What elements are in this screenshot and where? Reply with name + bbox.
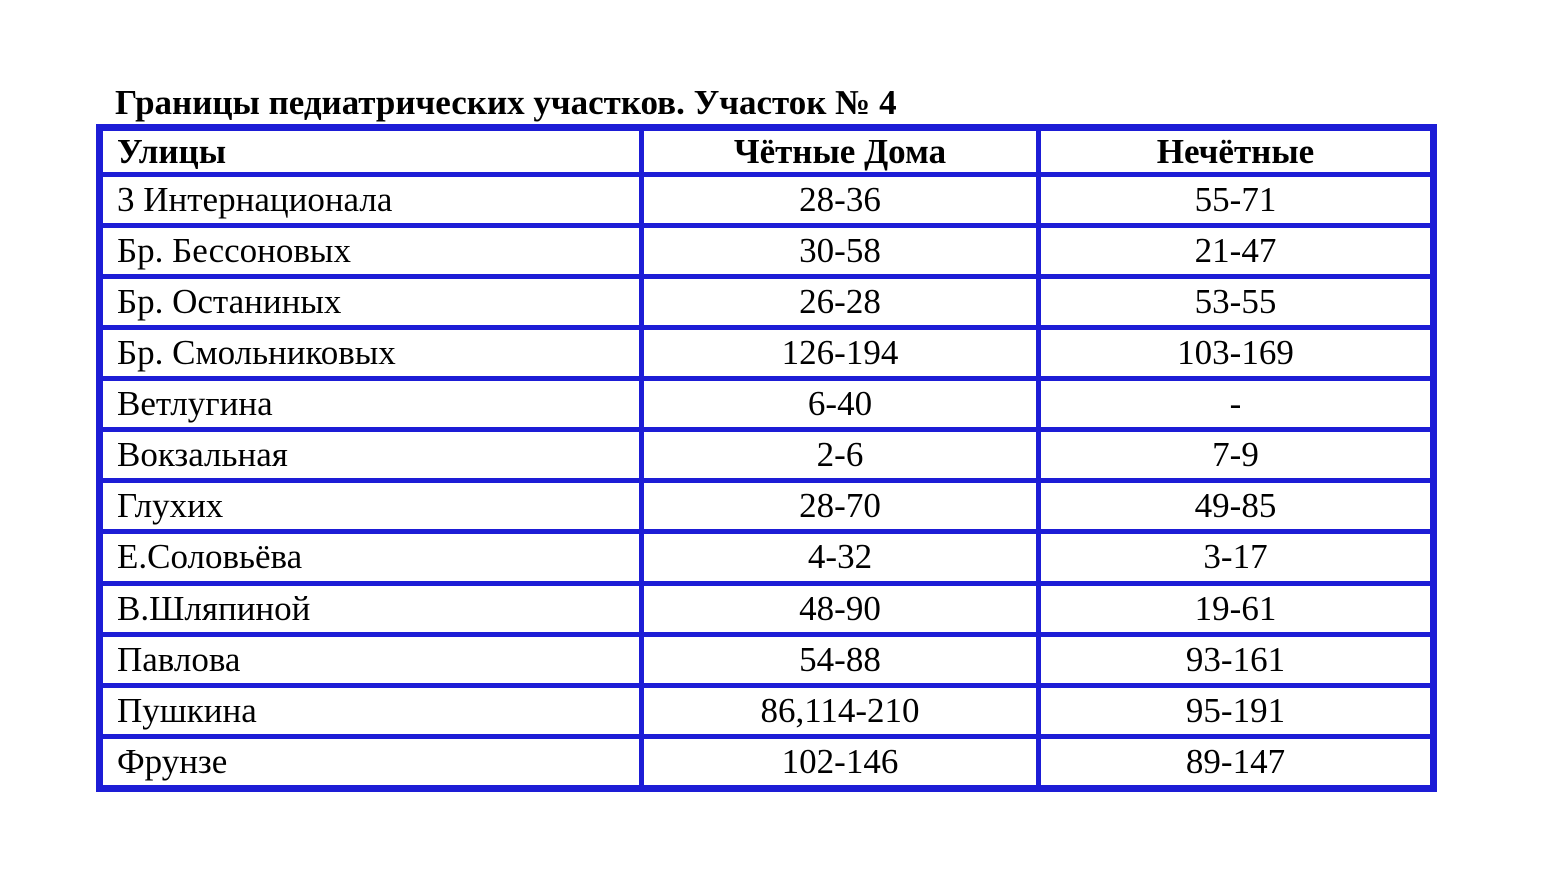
even-houses-cell: 28-70 bbox=[642, 481, 1039, 532]
table-row bbox=[100, 430, 1434, 481]
odd-houses-cell: 53-55 bbox=[1039, 277, 1434, 328]
street-cell: 3 Интернационала bbox=[100, 175, 642, 226]
table-row bbox=[100, 481, 1434, 532]
odd-houses-cell: 49-85 bbox=[1039, 481, 1434, 532]
odd-houses-cell: 93-161 bbox=[1039, 634, 1434, 685]
even-houses-cell: 28-36 bbox=[642, 175, 1039, 226]
table-header-row bbox=[100, 128, 1434, 175]
odd-houses-cell: 19-61 bbox=[1039, 583, 1434, 634]
table-row bbox=[100, 175, 1434, 226]
odd-houses-cell: 89-147 bbox=[1039, 736, 1434, 788]
street-cell: Бр. Смольниковых bbox=[100, 328, 642, 379]
even-houses-cell: 30-58 bbox=[642, 226, 1039, 277]
table-row bbox=[100, 736, 1434, 788]
odd-houses-cell: - bbox=[1039, 379, 1434, 430]
even-houses-cell: 102-146 bbox=[642, 736, 1039, 788]
odd-houses-cell: 7-9 bbox=[1039, 430, 1434, 481]
table-row bbox=[100, 379, 1434, 430]
table-row bbox=[100, 277, 1434, 328]
street-cell: Павлова bbox=[100, 634, 642, 685]
odd-houses-cell: 55-71 bbox=[1039, 175, 1434, 226]
header-even-houses: Чётные Дома bbox=[642, 128, 1039, 175]
even-houses-cell: 2-6 bbox=[642, 430, 1039, 481]
even-houses-cell: 86,114-210 bbox=[642, 685, 1039, 736]
odd-houses-cell: 3-17 bbox=[1039, 532, 1434, 583]
even-houses-cell: 54-88 bbox=[642, 634, 1039, 685]
street-cell: Ветлугина bbox=[100, 379, 642, 430]
odd-houses-cell: 103-169 bbox=[1039, 328, 1434, 379]
even-houses-cell: 48-90 bbox=[642, 583, 1039, 634]
street-cell: Фрунзе bbox=[100, 736, 642, 788]
document-title: Границы педиатрических участков. Участок № 4 bbox=[115, 83, 897, 122]
table-row bbox=[100, 583, 1434, 634]
table-row bbox=[100, 685, 1434, 736]
header-streets: Улицы bbox=[100, 128, 642, 175]
street-cell: Е.Соловьёва bbox=[100, 532, 642, 583]
table-row bbox=[100, 532, 1434, 583]
even-houses-cell: 6-40 bbox=[642, 379, 1039, 430]
street-cell: Вокзальная bbox=[100, 430, 642, 481]
table-row bbox=[100, 328, 1434, 379]
street-cell: Пушкина bbox=[100, 685, 642, 736]
street-cell: Бр. Бессоновых bbox=[100, 226, 642, 277]
even-houses-cell: 126-194 bbox=[642, 328, 1039, 379]
district-boundaries-table bbox=[96, 124, 1437, 792]
even-houses-cell: 26-28 bbox=[642, 277, 1039, 328]
even-houses-cell: 4-32 bbox=[642, 532, 1039, 583]
table-row bbox=[100, 226, 1434, 277]
odd-houses-cell: 21-47 bbox=[1039, 226, 1434, 277]
odd-houses-cell: 95-191 bbox=[1039, 685, 1434, 736]
street-cell: Бр. Останиных bbox=[100, 277, 642, 328]
street-cell: В.Шляпиной bbox=[100, 583, 642, 634]
table-row bbox=[100, 634, 1434, 685]
header-odd-houses: Нечётные bbox=[1039, 128, 1434, 175]
street-cell: Глухих bbox=[100, 481, 642, 532]
